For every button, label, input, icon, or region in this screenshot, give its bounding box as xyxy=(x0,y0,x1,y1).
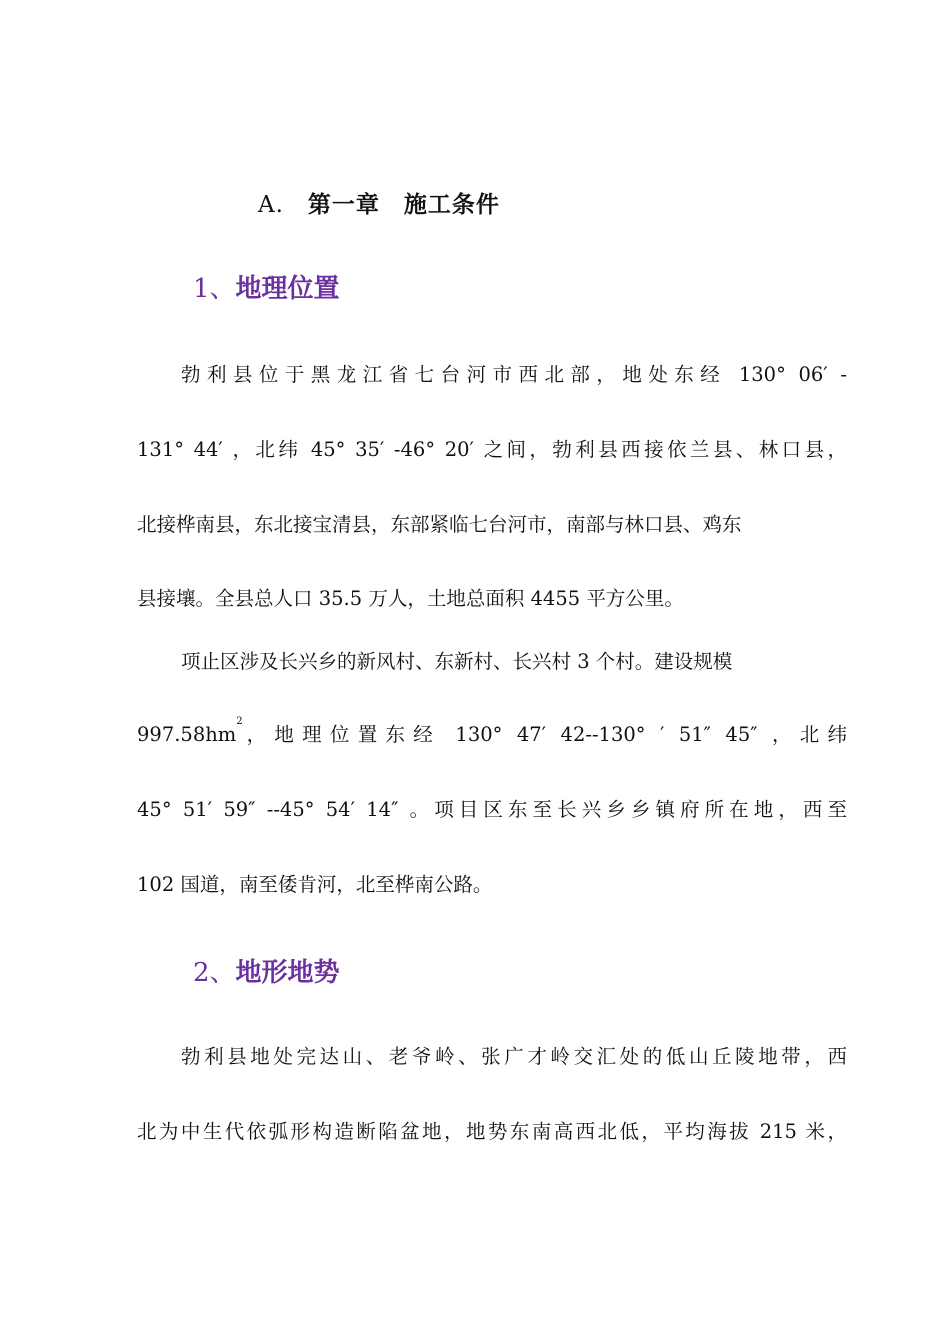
paragraph-line: 102 国道，南至倭肯河，北至桦南公路。 xyxy=(137,873,493,896)
paragraph-line: 县接壤。全县总人口 35.5 万人，土地总面积 4455 平方公里。 xyxy=(137,587,684,610)
paragraph-line: 45° 51′ 59″ --45° 54′ 14″ 。项目区东至长兴乡乡镇府所在地，西至 xyxy=(137,798,847,821)
section-title: 地形地势 xyxy=(235,958,340,988)
area-value: 997.58hm xyxy=(137,723,237,746)
chapter-prefix: A. xyxy=(258,192,284,218)
paragraph-line: 勃利县位于黑龙江省七台河市西北部，地处东经 130° 06′ - xyxy=(181,363,847,386)
section-title: 地理位置 xyxy=(235,274,340,304)
section-number: 2、 xyxy=(193,958,236,988)
coordinates-text: ，地理位置东经 130° 47′ 42--130° ′ 51″ 45″ ，北纬 xyxy=(246,723,847,746)
paragraph-line: 项止区涉及长兴乡的新风村、东新村、长兴村 3 个村。建设规模 xyxy=(181,650,733,673)
section-number: 1、 xyxy=(193,274,236,304)
paragraph-line: 勃利县地处完达山、老爷岭、张广才岭交汇处的低山丘陵地带，西 xyxy=(181,1045,847,1068)
area-unit-superscript: 2 xyxy=(236,716,243,727)
paragraph-line: 北接桦南县，东北接宝清县，东部紧临七台河市，南部与林口县、鸡东 xyxy=(137,513,742,536)
paragraph-line: 北为中生代依弧形构造断陷盆地，地势东南高西北低，平均海拔 215 米， xyxy=(137,1120,847,1143)
chapter-title xyxy=(258,186,500,219)
chapter-title-text: 第一章 施工条件 xyxy=(307,192,500,218)
section-heading-terrain xyxy=(193,952,340,989)
paragraph-line: 131° 44′ ，北纬 45° 35′ -46° 20′ 之间，勃利县西接依兰县、林口县， xyxy=(137,438,847,461)
section-heading-geography xyxy=(193,268,340,305)
paragraph-line xyxy=(137,716,847,748)
